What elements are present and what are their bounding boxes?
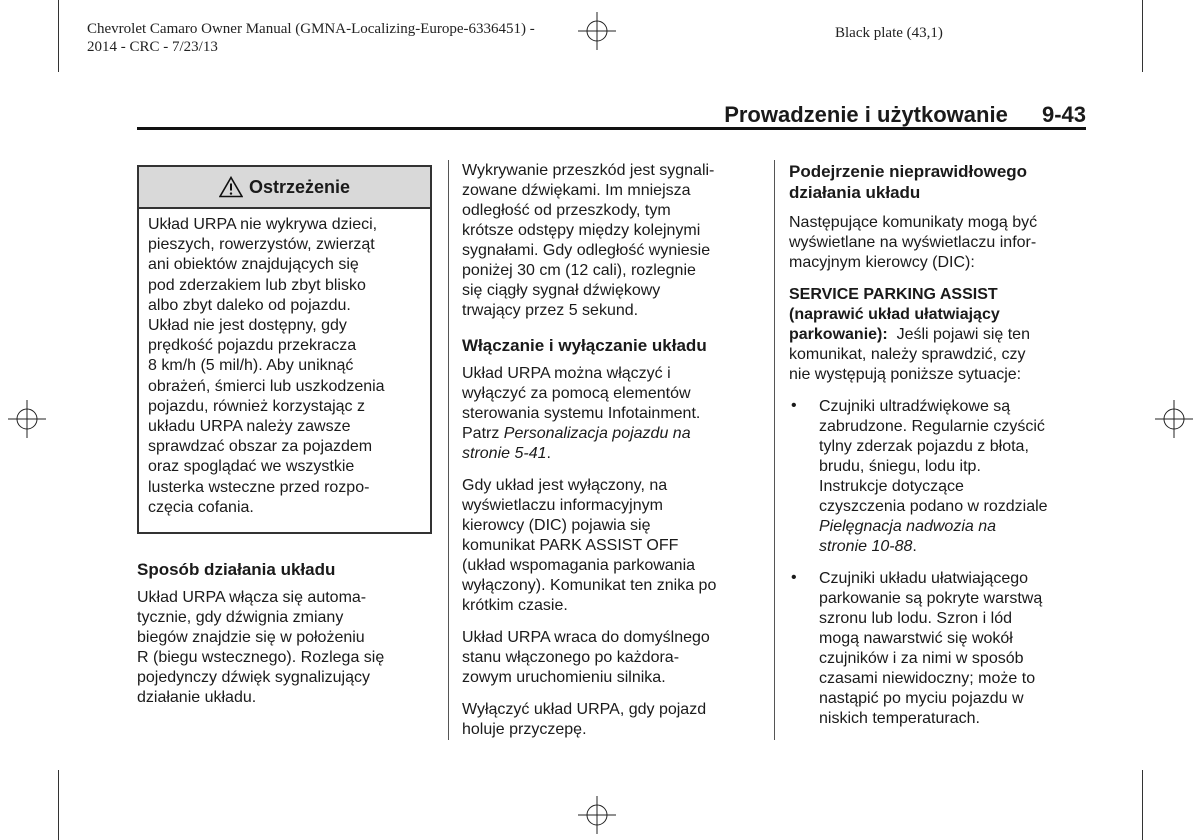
text-line: odległość od przeszkody, tym [462,202,671,219]
ref-suffix: . [546,445,551,462]
crop-mark-tr-v [1142,0,1143,72]
text-line: wyłączony). Komunikat ten znika po [462,577,717,594]
bullet-icon: • [791,569,797,586]
paragraph-toggle [462,364,767,464]
text-line: zowane dźwiękami. Im mniejsza [462,182,691,199]
text-line: pojedynczy dźwięk sygnalizujący [137,669,370,686]
warning-line: oraz spoglądać we wszystkie [148,458,355,476]
column-1-lower [137,559,437,720]
text-line: macyjnym kierowcy (DIC): [789,254,975,271]
text-line: biegów znajdzie się w położeniu [137,629,365,646]
text-line: działanie układu. [137,689,257,706]
text-line: holuje przyczepę. [462,721,587,738]
text-line-ref [819,517,1089,537]
section-heading-toggle: Włączanie i wyłączanie układu [462,336,707,355]
text-line: nastąpić po myciu pojazdu w [819,690,1024,707]
warning-line: pod zderzakiem lub zbyt blisko [148,276,366,294]
paragraph-disabled [462,476,767,616]
warning-line: układu URPA należy zawsze [148,418,351,436]
text-line: nie występują poniższe sytuacje: [789,366,1022,383]
text-line: zabrudzone. Regularnie czyścić [819,418,1045,435]
registration-mark-right-icon [1155,400,1193,438]
text-line: R (biegu wstecznego). Rozlega się [137,649,385,666]
text-line: brudu, śniegu, lodu itp. [819,458,981,475]
text-line: czyszczenia podano w rozdziale [819,498,1048,515]
message-name: SERVICE PARKING ASSIST [789,286,998,303]
text-line: parkowanie są pokryte warstwą [819,590,1043,607]
page-header [600,102,1086,128]
text-line: zowym uruchomieniu silnika. [462,669,666,686]
text-line: (układ wspomagania parkowania [462,557,696,574]
text-line: Układ URPA można włączyć i [462,365,671,382]
text-line: Gdy układ jest wyłączony, na [462,477,668,494]
text-line: wyłączyć za pomocą elementów [462,385,691,402]
cross-reference-link[interactable]: Pielęgnacja nadwozia na [819,518,997,535]
registration-mark-left-icon [8,400,46,438]
message-name: parkowanie): [789,326,888,343]
warning-line: pieszych, rowerzystów, zwierząt [148,236,375,254]
warning-text [139,209,430,518]
warning-line: lusterka wsteczne przed rozpo- [148,478,370,496]
text-line: sygnałami. Gdy odległość wyniesie [462,242,711,259]
text-line: wyświetlane na wyświetlaczu infor- [789,234,1037,251]
cross-reference-link[interactable]: stronie 5-41 [462,445,547,462]
header-rule [137,127,1086,130]
paragraph-trailer [462,700,767,740]
bullet-icon: • [791,397,797,414]
crop-mark-bl-v [58,770,59,840]
column-divider-1 [448,160,449,740]
bullet-item-dirty-sensors [789,397,1089,557]
warning-line: albo zbyt daleko od pojazdu. [148,296,351,314]
text-line [789,325,1089,345]
text-line: Instrukcje dotyczące [819,478,964,495]
warning-line: obrażeń, śmierci lub uszkodzenia [148,377,385,395]
warning-line: Układ URPA nie wykrywa dzieci, [148,216,378,233]
text-line: stanu włączonego po każdora- [462,649,680,666]
message-name: (naprawić układ ułatwiający [789,306,1000,323]
text-line: kierowcy (DIC) pojawia się [462,517,651,534]
warning-line: Układ nie jest dostępny, gdy [148,317,347,335]
text-line: Wyłączyć układ URPA, gdy pojazd [462,701,707,718]
warning-line: częcia cofania. [148,498,254,516]
ref-prefix: Patrz [462,425,504,442]
warning-line: sprawdzać obszar za pojazdem [148,438,373,456]
print-meta-line1: Chevrolet Camaro Owner Manual (GMNA-Localizing-Europe-6336451) - [87,21,535,37]
registration-mark-top-icon [578,12,616,50]
text-line: trwający przez 5 sekund. [462,302,639,319]
paragraph-default-state [462,628,767,688]
text-line: szronu lub lodu. Szron i lód [819,610,1012,627]
column-3 [789,161,1089,741]
text-line: krótkim czasie. [462,597,568,614]
page-number: 9-43 [1041,102,1086,127]
registration-mark-bottom-icon [578,796,616,834]
text-line-ref [819,537,1089,557]
paragraph-messages [789,213,1089,273]
warning-line: 8 km/h (5 mil/h). Aby uniknąć [148,357,354,375]
warning-title: Ostrzeżenie [248,176,351,197]
message-text: Jeśli pojawi się ten [887,326,1030,343]
text-line: czasami niewidoczny; może to [819,670,1036,687]
ref-suffix: . [912,538,917,555]
warning-line: ani obiektów znajdujących się [148,256,359,274]
paragraph-service-message [789,285,1089,385]
text-line: krótsze odstępy między kolejnymi [462,222,701,239]
text-line: poniżej 30 cm (12 cali), rozlegnie [462,262,696,279]
cross-reference-link[interactable]: stronie 10-88 [819,538,913,555]
text-line: komunikat PARK ASSIST OFF [462,537,679,554]
warning-line: pojazdu, również korzystając z [148,397,365,415]
text-line: wyświetlaczu informacyjnym [462,497,663,514]
heading-line: działania układu [789,183,921,202]
text-line: Układ URPA włącza się automa- [137,589,367,606]
text-line-ref [462,424,767,444]
warning-box [137,165,432,534]
print-meta-line2: 2014 - CRC - 7/23/13 [87,39,218,55]
bullet-item-frost [789,569,1089,729]
text-line: tycznie, gdy dźwignia zmiany [137,609,344,626]
text-line: mogą nawarstwić się wokół [819,630,1013,647]
text-line: tylny zderzak pojazdu z błota, [819,438,1029,455]
paragraph-detection [462,161,767,321]
text-line: komunikat, należy sprawdzić, czy [789,346,1026,363]
paragraph-operation [137,588,437,708]
crop-mark-tl-v [58,0,59,72]
text-line: się ciągły sygnał dźwiękowy [462,282,661,299]
text-line: sterowania systemu Infotainment. [462,405,701,422]
text-line: Następujące komunikaty mogą być [789,214,1038,231]
text-line-ref [462,444,767,464]
warning-triangle-icon [219,176,243,198]
text-line: Układ URPA wraca do domyślnego [462,629,710,646]
print-meta [87,20,535,56]
column-2 [462,161,767,752]
page-title: Prowadzenie i użytkowanie [724,102,1008,127]
text-line: Wykrywanie przeszkód jest sygnali- [462,162,715,179]
cross-reference-link[interactable]: Personalizacja pojazdu na [503,425,691,442]
heading-line: Podejrzenie nieprawidłowego [789,162,1028,181]
column-divider-2 [774,160,775,740]
text-line: Czujniki układu ułatwiającego [819,570,1029,587]
text-line: Czujniki ultradźwiękowe są [819,398,1011,415]
section-heading-operation: Sposób działania układu [137,560,336,579]
text-line: czujników i za nimi w sposób [819,650,1024,667]
warning-line: prędkość pojazdu przekracza [148,337,357,355]
warning-header [139,167,430,209]
section-heading-malfunction [789,161,1089,203]
crop-mark-br-v [1142,770,1143,840]
text-line: niskich temperaturach. [819,710,980,727]
plate-label: Black plate (43,1) [835,25,943,41]
